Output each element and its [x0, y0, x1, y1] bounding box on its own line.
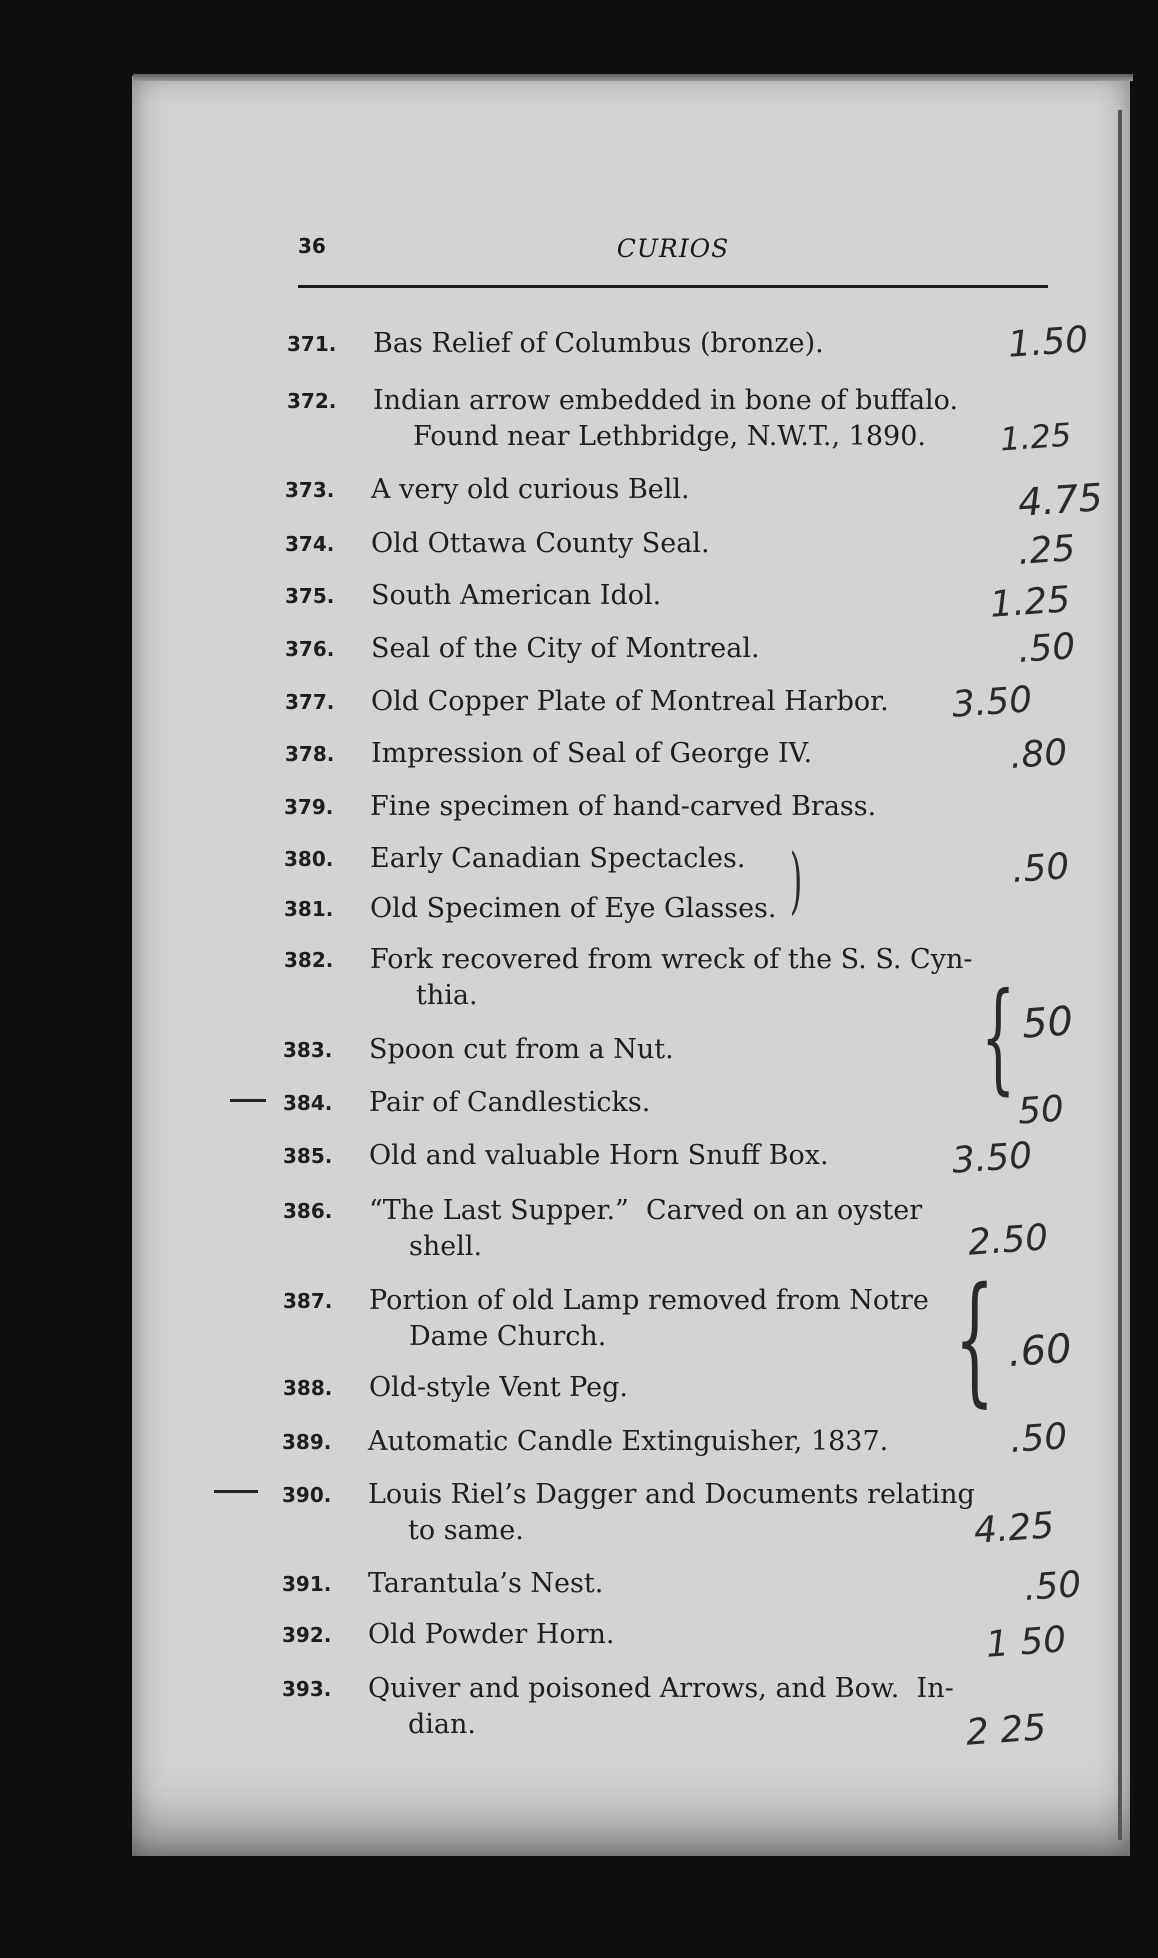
item-description: Old Copper Plate of Montreal Harbor. [371, 686, 889, 717]
item-number: 381. [284, 897, 334, 921]
item-number: 388. [283, 1376, 333, 1400]
item-number: 377. [285, 690, 335, 714]
handwritten-price: .50 [1010, 846, 1071, 891]
item-description: A very old curious Bell. [371, 474, 690, 505]
item-description: South American Idol. [371, 580, 662, 611]
page-number: 36 [298, 234, 326, 258]
item-description: Indian arrow embedded in bone of buffalo. [373, 385, 959, 416]
handwritten-brace: { [954, 1258, 995, 1421]
item-description: Seal of the City of Montreal. [371, 633, 760, 664]
item-description-continued: thia. [416, 980, 478, 1011]
item-description: Old Ottawa County Seal. [371, 528, 710, 559]
handwritten-price: 2.50 [966, 1217, 1050, 1264]
page-header [298, 230, 1048, 270]
item-number: 389. [282, 1430, 332, 1454]
handwritten-brace: ) [789, 838, 803, 922]
item-number: 371. [287, 332, 337, 356]
margin-dash-mark [214, 1490, 258, 1493]
item-number: 390. [282, 1483, 332, 1507]
handwritten-price: .60 [1006, 1325, 1074, 1377]
item-description: Old Specimen of Eye Glasses. [370, 893, 777, 924]
item-number: 387. [283, 1289, 333, 1313]
item-description: Tarantula’s Nest. [368, 1568, 604, 1599]
handwritten-price: .80 [1008, 732, 1069, 777]
item-number: 380. [284, 847, 334, 871]
handwritten-price: .25 [1016, 528, 1077, 573]
item-description: Pair of Candlesticks. [369, 1087, 651, 1118]
item-description: Bas Relief of Columbus (bronze). [373, 328, 824, 359]
page-top-edge [133, 74, 1133, 81]
item-description-continued: shell. [409, 1231, 483, 1262]
header-rule [298, 285, 1048, 288]
item-number: 391. [282, 1572, 332, 1596]
item-number: 383. [283, 1038, 333, 1062]
item-number: 382. [284, 948, 334, 972]
item-description: “The Last Supper.” Carved on an oyster [369, 1195, 923, 1226]
handwritten-price: 1 50 [984, 1619, 1068, 1666]
item-number: 386. [283, 1199, 333, 1223]
handwritten-price: .50 [1022, 1564, 1083, 1609]
page-title: CURIOS [616, 234, 730, 263]
handwritten-price: 50 [1020, 998, 1075, 1048]
handwritten-price: 3.50 [950, 679, 1034, 726]
page-right-edge [1118, 110, 1122, 1840]
item-number: 376. [285, 637, 335, 661]
item-number: 374. [285, 532, 335, 556]
item-description: Impression of Seal of George IV. [371, 738, 813, 769]
item-description: Old Powder Horn. [368, 1619, 615, 1650]
handwritten-price: .50 [1016, 626, 1077, 671]
item-description: Old-style Vent Peg. [369, 1372, 628, 1403]
item-number: 385. [283, 1144, 333, 1168]
item-description-continued: Dame Church. [409, 1321, 607, 1352]
margin-dash-mark [230, 1099, 266, 1102]
handwritten-price: 2 25 [964, 1707, 1048, 1754]
item-number: 393. [282, 1677, 332, 1701]
item-number: 375. [285, 584, 335, 608]
item-number: 384. [283, 1091, 333, 1115]
item-description-continued: to same. [408, 1515, 524, 1546]
item-description: Fork recovered from wreck of the S. S. Cyn- [370, 944, 973, 975]
item-description-continued: dian. [408, 1709, 476, 1740]
item-description: Louis Riel’s Dagger and Documents relating [368, 1479, 975, 1510]
item-description-continued: Found near Lethbridge, N.W.T., 1890. [413, 421, 926, 452]
item-number: 372. [287, 389, 337, 413]
item-number: 392. [282, 1623, 332, 1647]
handwritten-price: 1.50 [1006, 319, 1090, 366]
item-description: Spoon cut from a Nut. [369, 1034, 674, 1065]
handwritten-price: 4.75 [1016, 475, 1105, 525]
item-description: Fine specimen of hand-carved Brass. [370, 791, 877, 822]
handwritten-brace: { [980, 968, 1016, 1107]
item-description: Old and valuable Horn Snuff Box. [369, 1140, 829, 1171]
item-description: Automatic Candle Extinguisher, 1837. [368, 1426, 889, 1457]
handwritten-price: .50 [1008, 1416, 1069, 1461]
handwritten-price: 3.50 [950, 1135, 1034, 1182]
item-number: 379. [284, 795, 334, 819]
handwritten-price: 1.25 [988, 579, 1072, 626]
item-description: Portion of old Lamp removed from Notre [369, 1285, 929, 1316]
item-number: 373. [285, 478, 335, 502]
item-description: Quiver and poisoned Arrows, and Bow. In- [368, 1673, 954, 1704]
item-description: Early Canadian Spectacles. [370, 843, 746, 874]
item-number: 378. [285, 742, 335, 766]
handwritten-price: 1.25 [998, 415, 1073, 459]
handwritten-price: 4.25 [972, 1505, 1056, 1552]
handwritten-price: 50 [1016, 1088, 1066, 1133]
